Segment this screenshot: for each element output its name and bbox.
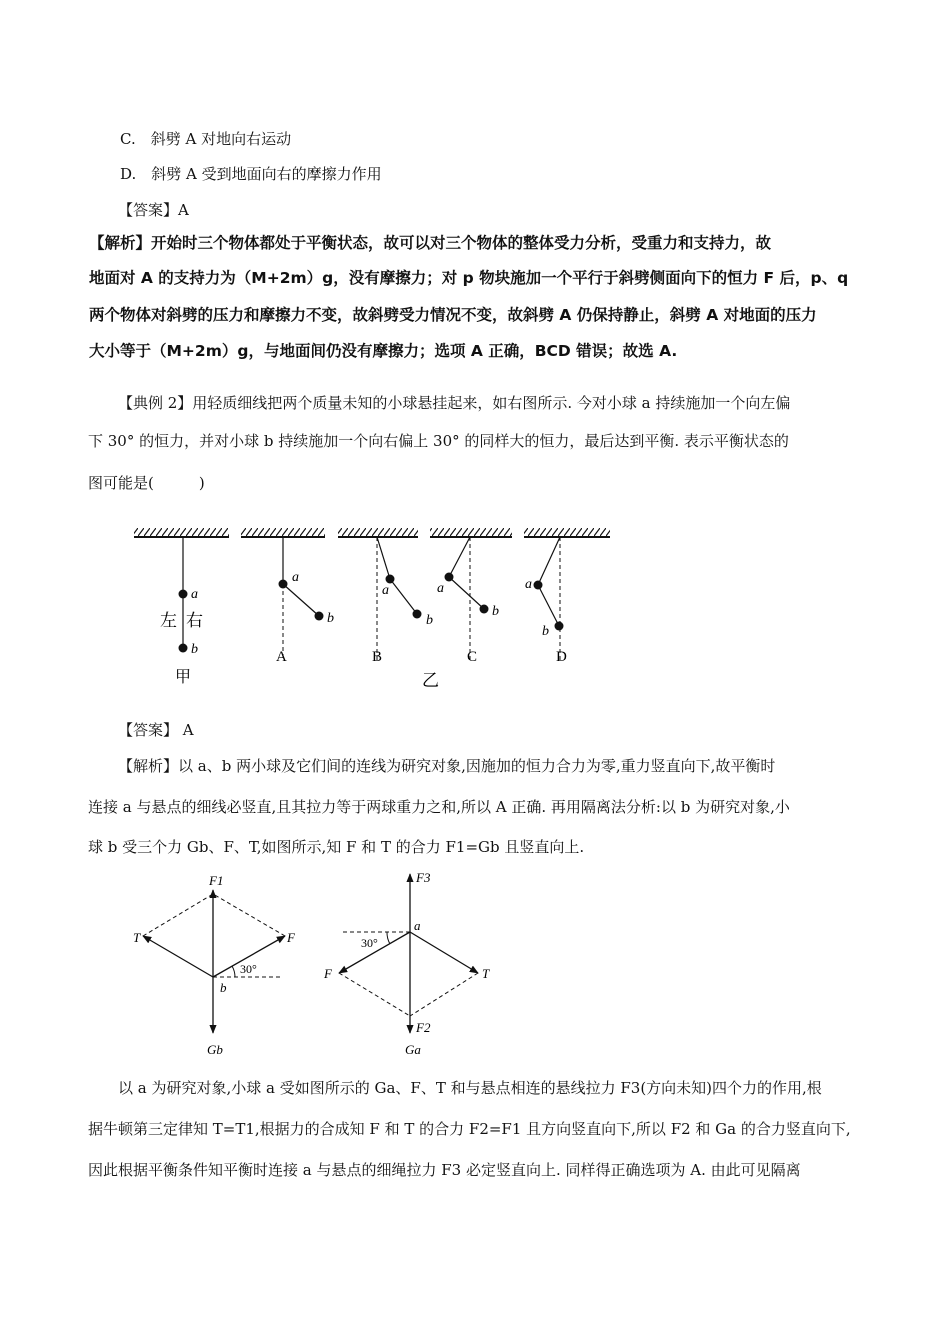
ceiling-a	[241, 528, 325, 537]
force-diagram-a	[323, 870, 490, 1057]
force-figure	[125, 868, 525, 1058]
answer-1: 【答案】A	[118, 201, 189, 219]
analysis-2-line-2: 连接 a 与悬点的细线必竖直,且其拉力等于两球重力之和,所以 A 正确. 再用隔离法分析:以 b 为研究对象,小	[88, 798, 790, 816]
label-d: D	[556, 649, 567, 665]
example-2-line-1: 【典例 2】用轻质细线把两个质量未知的小球悬挂起来，如右图所示. 今对小球 a 持续施加一个向左偏	[118, 394, 791, 412]
ceiling-c	[430, 528, 512, 537]
analysis-1-line-2: 地面对 A 的支持力为（M+2m）g，没有摩擦力；对 p 物块施加一个平行于斜劈侧面向下的恒力 F 后，p、q	[89, 269, 849, 287]
jia-label: 甲	[175, 669, 192, 686]
ball-b-label: b	[542, 624, 549, 639]
label-f: F	[287, 930, 295, 945]
label-angle-b: 30°	[240, 962, 257, 976]
right-label: 右	[186, 611, 203, 630]
ball-a-label: a	[191, 587, 198, 602]
diagram-a	[276, 537, 334, 665]
ball-b-label: b	[327, 611, 334, 626]
ball-b-label: b	[492, 604, 499, 619]
left-label: 左	[160, 611, 177, 630]
diagram-b	[372, 537, 433, 665]
label-t: T	[133, 930, 141, 945]
label-angle-a: 30°	[361, 936, 378, 950]
analysis-3-line-2: 据牛顿第三定律知 T=T1,根据力的合成知 F 和 T 的合力 F2=F1 且方向竖直向下,所以 F2 和 Ga 的合力竖直向下,	[88, 1120, 851, 1138]
ball-a-label: a	[525, 577, 532, 592]
answer-2: 【答案】 A	[118, 721, 194, 739]
analysis-3-line-3: 因此根据平衡条件知平衡时连接 a 与悬点的细绳拉力 F3 必定竖直向上. 同样得正确选项为 A. 由此可见隔离	[88, 1161, 801, 1179]
diagram-c	[437, 537, 499, 665]
example-2-line-2: 下 30° 的恒力，并对小球 b 持续施加一个向右偏上 30° 的同样大的恒力，最后达到平衡. 表示平衡状态的	[88, 432, 789, 450]
force-t-arrow	[143, 936, 213, 977]
ceiling-d	[524, 528, 610, 537]
ball-b-label: b	[191, 642, 198, 657]
analysis-1-line-4: 大小等于（M+2m）g，与地面间仍没有摩擦力；选项 A 正确，BCD 错误；故选 A.	[89, 342, 678, 360]
label-b: B	[372, 649, 383, 665]
ceiling-jia	[134, 528, 229, 537]
analysis-2-line-1: 【解析】以 a、b 两小球及它们间的连线为研究对象,因施加的恒力合力为零,重力竖直向下,故平衡时	[118, 757, 776, 775]
label-b: b	[220, 980, 227, 995]
analysis-1-line-1: 【解析】开始时三个物体都处于平衡状态，故可以对三个物体的整体受力分析，受重力和支持力，故	[89, 234, 772, 252]
analysis-2-line-3: 球 b 受三个力 Gb、F、T,如图所示,知 F 和 T 的合力 F1=Gb 且竖直向上.	[88, 838, 585, 856]
label-f2: F2	[416, 1020, 431, 1035]
force-diagram-b	[133, 873, 296, 1057]
example-2-line-3: 图可能是( )	[88, 474, 205, 492]
option-c: C. 斜劈 A 对地向右运动	[120, 130, 292, 148]
label-a: A	[276, 649, 287, 665]
label-gb: Gb	[207, 1042, 223, 1057]
label-f: F	[324, 966, 332, 981]
ball-a-label: a	[292, 570, 299, 585]
pendulum-figure	[120, 520, 620, 690]
diagram-d	[525, 537, 567, 665]
ball-b-label: b	[426, 613, 433, 628]
diagram-jia	[160, 537, 203, 686]
ball-a-label: a	[437, 581, 444, 596]
yi-label: 乙	[422, 671, 439, 690]
label-t: T	[482, 966, 490, 981]
ball-a-label: a	[382, 583, 389, 598]
label-c: C	[467, 649, 478, 665]
option-d: D. 斜劈 A 受到地面向右的摩擦力作用	[120, 165, 382, 183]
ceiling-b	[338, 528, 418, 537]
label-f3: F3	[416, 870, 431, 885]
label-a: a	[414, 918, 421, 933]
analysis-1-line-3: 两个物体对斜劈的压力和摩擦力不变，故斜劈受力情况不变，故斜劈 A 仍保持静止，斜劈 A 对地面的压力	[89, 306, 817, 324]
label-f1: F1	[209, 873, 224, 888]
force-t-arrow	[410, 932, 478, 973]
label-ga: Ga	[405, 1042, 421, 1057]
analysis-3-line-1: 以 a 为研究对象,小球 a 受如图所示的 Ga、F、T 和与悬点相连的悬线拉力 F3(方向未知)四个力的作用,根	[118, 1079, 822, 1097]
